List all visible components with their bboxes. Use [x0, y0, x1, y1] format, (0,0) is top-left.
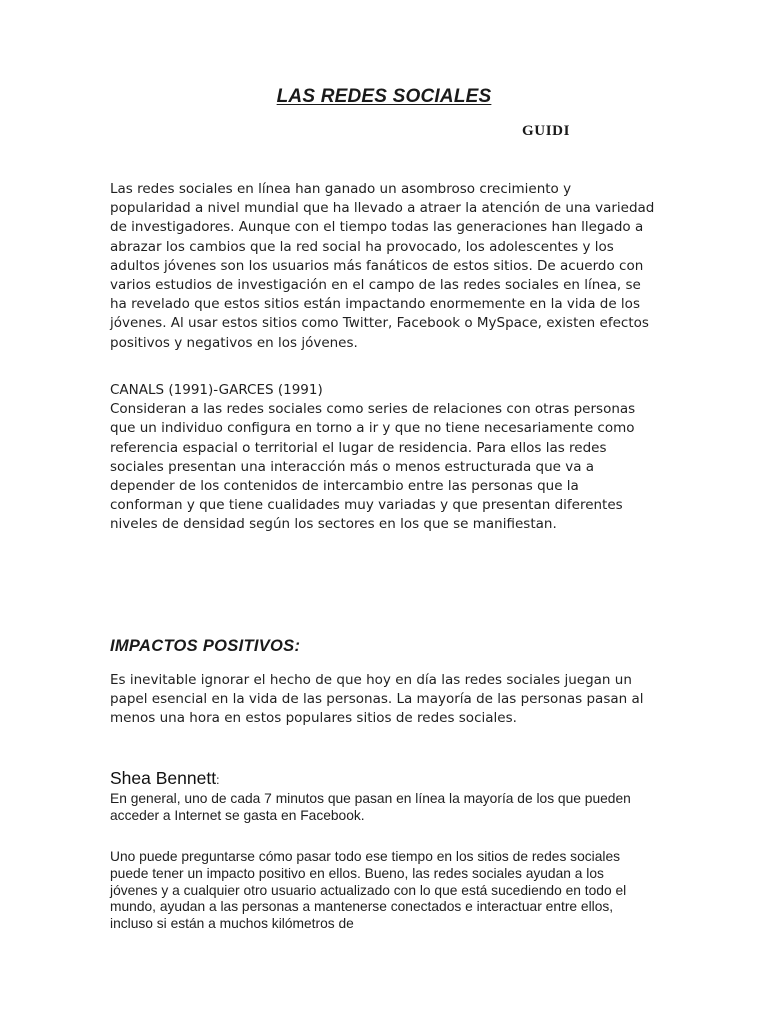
quote-author-name: Shea Bennett	[110, 768, 217, 788]
document-title: LAS REDES SOCIALES	[276, 86, 492, 107]
section-heading: IMPACTOS POSITIVOS:	[110, 637, 301, 655]
section-paragraph	[110, 671, 655, 729]
closing-paragraph	[110, 849, 650, 933]
intro-paragraph-text: Las redes sociales en línea han ganado un asombroso crecimiento y popularidad a nivel mundial que ha llevado a atraer la atención de una variedad de investigadores. Aunque con el tiempo todas las generaciones han llegado a abrazar los cambios que la red social ha provocado, los adolescentes y los adultos jóvenes son los usuarios más fanáticos de estos sitios. De acuerdo con varios estudios de investigación en el campo de las redes sociales en línea, se ha revelado que estos sitios están impactando enormemente en la vida de los jóvenes. Al usar estos sitios como Twitter, Facebook o MySpace, existen efectos positivos y negativos en los jóvenes.	[110, 181, 655, 351]
citation-block	[110, 381, 655, 535]
closing-paragraph-text: Uno puede preguntarse cómo pasar todo ese tiempo en los sitios de redes sociales puede tener un impacto positivo en ellos. Bueno, las redes sociales ayudan a los jóvenes y a cualquier otro usuario actualizado con lo que está sucediendo en todo el mundo, ayudan a las personas a mantenerse conectados e interactuar entre ellos, incluso si están a muchos kilómetros de	[110, 849, 627, 932]
quote-paragraph	[110, 791, 650, 825]
quote-author-colon: :	[216, 773, 220, 787]
section-paragraph-text: Es inevitable ignorar el hecho de que hoy en día las redes sociales juegan un papel esencial en la vida de las personas. La mayoría de las personas pasan al menos una hora en estos populares sitios de redes sociales.	[110, 672, 644, 727]
quote-paragraph-text: En general, uno de cada 7 minutos que pasan en línea la mayoría de los que pueden acceder a Internet se gasta en Facebook.	[110, 791, 631, 823]
citation-paragraph: Consideran a las redes sociales como series de relaciones con otras personas que un individuo configura en torno a ir y que no tiene necesariamente como referencia espacial o territorial el lugar de residencia. Para ellos las redes sociales presentan una interacción más o menos estructurada que va a depender de los contenidos de intercambio entre las personas que la conforman y que tiene cualidades muy variadas y que presentan diferentes niveles de densidad según los sectores en los que se manifiestan.	[110, 401, 636, 533]
quote-author	[110, 768, 219, 789]
citation-heading: CANALS (1991)-GARCES (1991)	[110, 382, 323, 398]
intro-paragraph	[110, 180, 655, 353]
document-author: GUIDI	[522, 123, 571, 139]
